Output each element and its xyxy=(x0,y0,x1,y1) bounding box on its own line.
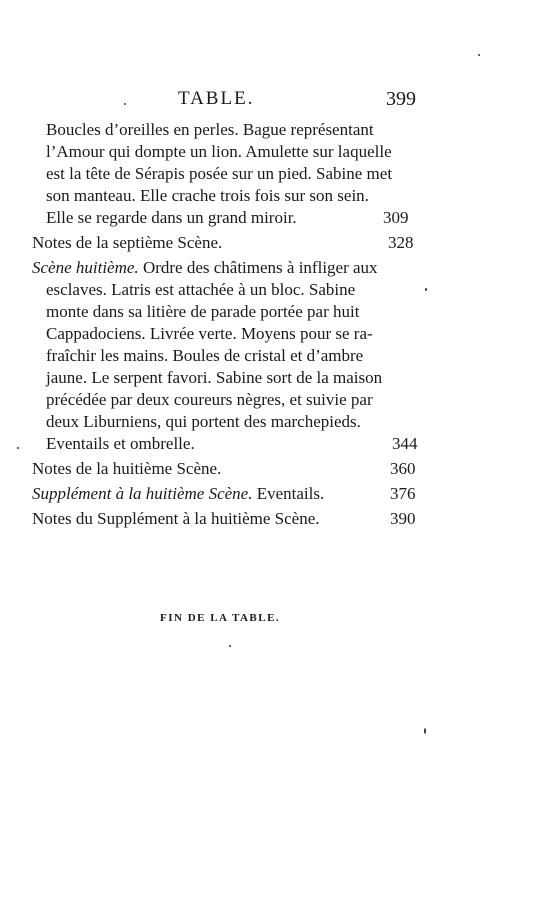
entry-page-number: 344 xyxy=(392,434,418,453)
entry-text-line: jaune. Le serpent favori. Sabine sort de la maison xyxy=(46,368,383,387)
entry-text-line: fraîchir les mains. Boules de cristal et d’ambre xyxy=(46,346,364,365)
entry-text-line: Boucles d’oreilles en perles. Bague représentant xyxy=(46,120,374,139)
paper-speck xyxy=(478,54,480,56)
paper-speck xyxy=(17,447,19,449)
entry-text-line: monte dans sa litière de parade portée par huit xyxy=(46,302,360,321)
entry-text-line: l’Amour qui dompte un lion. Amulette sur laquelle xyxy=(46,142,392,161)
page-number: 399 xyxy=(386,88,416,110)
entry-text-line: son manteau. Elle crache trois fois sur son sein. xyxy=(46,186,369,205)
page-title: TABLE. xyxy=(178,88,255,109)
entry-italic-heading: Scène huitième. xyxy=(32,258,139,277)
paper-speck xyxy=(425,288,427,291)
end-of-table-text: FIN DE LA TABLE. xyxy=(160,612,281,624)
entry-page-number: 328 xyxy=(388,233,414,252)
entry-text-line: Eventails et ombrelle. xyxy=(46,434,195,453)
entry-text-line: précédée par deux coureurs nègres, et suivie par xyxy=(46,390,373,409)
paper-speck xyxy=(124,103,126,105)
entry-text-line: Notes du Supplément à la huitième Scène. xyxy=(32,509,320,528)
entry-page-number: 360 xyxy=(390,459,416,478)
entry-text-line: Ordre des châtimens à infliger aux xyxy=(138,258,378,277)
entry-page-number: 376 xyxy=(390,484,416,503)
entry-text-line: est la tête de Sérapis posée sur un pied. Sabine met xyxy=(46,164,393,183)
entry-page-number: 309 xyxy=(383,208,409,227)
paper-speck xyxy=(229,645,231,647)
entry-text-line: deux Liburniens, qui portent des marchepieds. xyxy=(46,412,361,431)
entry-text-line: Notes de la huitième Scène. xyxy=(32,459,222,478)
entry-text-line: Elle se regarde dans un grand miroir. xyxy=(46,208,297,227)
entry-page-number: 390 xyxy=(390,509,416,528)
entry-text-line: Eventails. xyxy=(252,484,325,503)
entry-first-line xyxy=(32,483,324,505)
entry-text-line: Notes de la septième Scène. xyxy=(32,233,223,252)
entry-text-line: Cappadociens. Livrée verte. Moyens pour se ra- xyxy=(46,324,373,343)
paper-speck xyxy=(424,728,426,734)
entry-italic-heading: Supplément à la huitième Scène. xyxy=(32,484,253,503)
entry-first-line xyxy=(32,257,378,279)
entry-text-line: esclaves. Latris est attachée à un bloc. Sabine xyxy=(46,280,356,299)
running-header xyxy=(0,88,539,118)
